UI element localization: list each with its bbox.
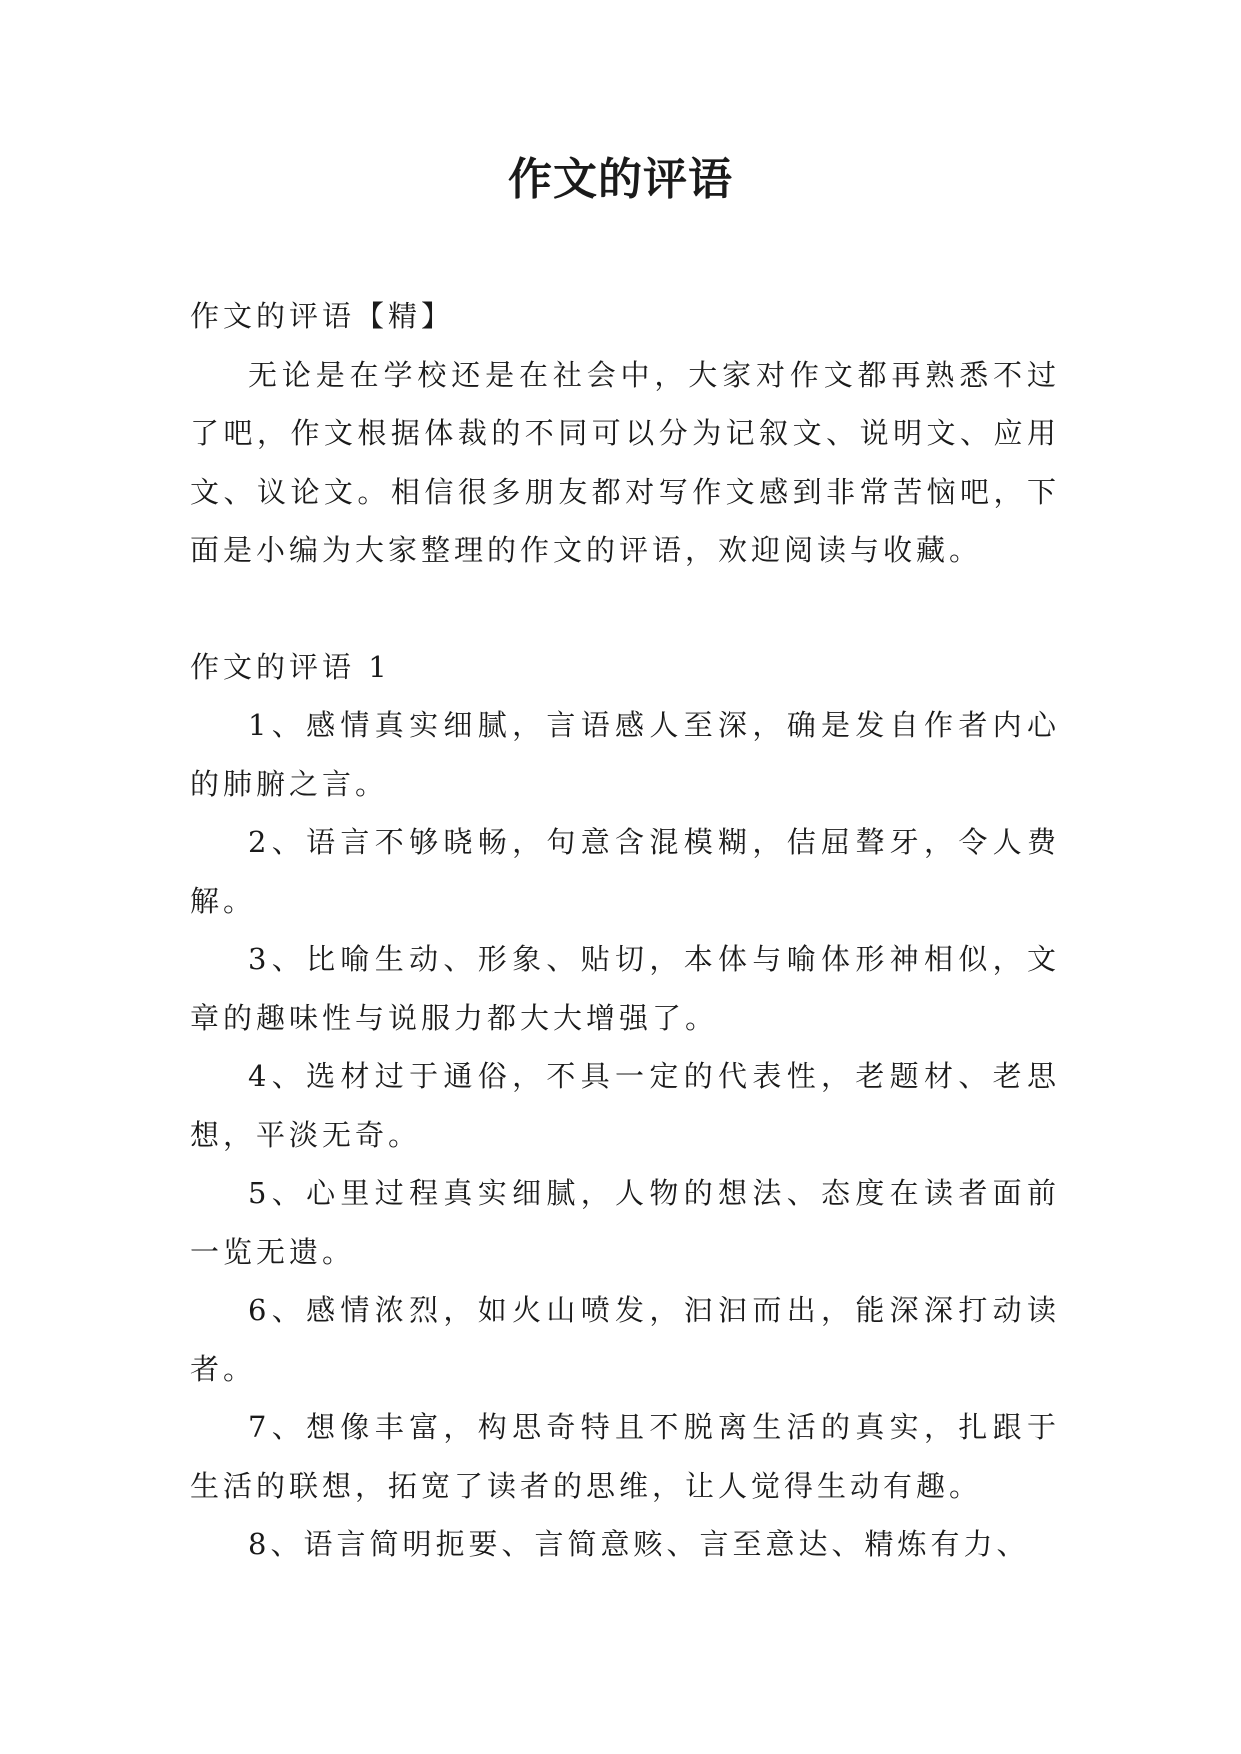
- comment-item-5: 5、心里过程真实细腻，人物的想法、态度在读者面前一览无遗。: [190, 1176, 1060, 1269]
- document-title: 作文的评语: [508, 154, 733, 205]
- document-body: [190, 287, 1060, 1574]
- comment-item-8: 8、语言简明扼要、言简意赅、言至意达、精炼有力、: [248, 1527, 1030, 1561]
- section-heading: 作文的评语 1: [190, 649, 391, 684]
- section-spacer: [190, 580, 1060, 638]
- comment-item-3: 3、比喻生动、形象、贴切，本体与喻体形神相似，文章的趣味性与说服力都大大增强了。: [190, 942, 1060, 1035]
- intro-paragraph: 无论是在学校还是在社会中，大家对作文都再熟悉不过了吧，作文根据体裁的不同可以分为记叙文、说明文、应用文、议论文。相信很多朋友都对写作文感到非常苦恼吧，下面是小编为大家整理的作文的评语，欢迎阅读与收藏。: [190, 357, 1060, 567]
- comment-item-6: 6、感情浓烈，如火山喷发，汩汩而出，能深深打动读者。: [190, 1293, 1060, 1386]
- comment-item-1: 1、感情真实细腻，言语感人至深，确是发自作者内心的肺腑之言。: [190, 708, 1060, 801]
- comment-item-4: 4、选材过于通俗，不具一定的代表性，老题材、老思想，平淡无奇。: [190, 1059, 1060, 1152]
- subtitle: 作文的评语【精】: [190, 299, 455, 333]
- comment-item-7: 7、想像丰富，构思奇特且不脱离生活的真实，扎跟于生活的联想，拓宽了读者的思维，让人觉得生动有趣。: [190, 1410, 1060, 1503]
- comment-item-2: 2、语言不够晓畅，句意含混模糊，佶屈聱牙，令人费解。: [190, 825, 1060, 918]
